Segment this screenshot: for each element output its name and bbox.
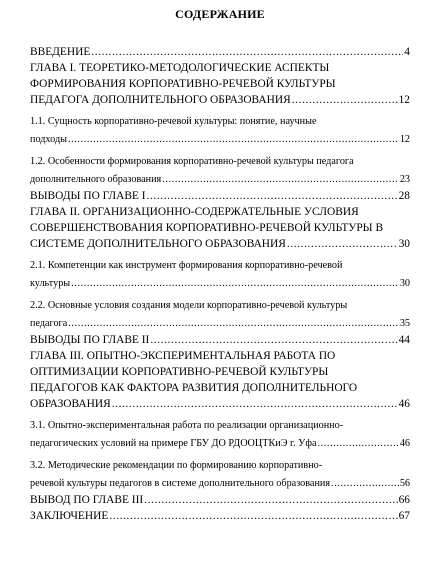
toc-entry-line: ГЛАВА III. ОПЫТНО-ЭКСПЕРИМЕНТАЛЬНАЯ РАБОТА ПО [30,350,336,362]
toc-page-number: 4 [404,46,410,58]
dot-leader [292,92,398,108]
toc-page-number: 46 [398,398,410,410]
toc-entry-leader-line [30,171,410,189]
toc-page-number: 67 [398,510,410,522]
toc-entry-text: ВЫВОД ПО ГЛАВЕ III [30,494,144,506]
toc-entry-leader-line [30,131,410,149]
toc-page-number: 12 [399,133,410,145]
toc-chapter-entry[interactable] [30,44,410,60]
toc-entry-line: ГЛАВА I. ТЕОРЕТИКО-МЕТОДОЛОГИЧЕСКИЕ АСПЕКТЫ [30,62,330,74]
toc-entry-leader-line [30,332,410,348]
toc-page-number: 46 [399,437,410,449]
toc-page-number: 66 [398,494,410,506]
toc-chapter-entry[interactable] [30,492,410,508]
toc-entry-line: 2.2. Основные условия создания модели корпоративно-речевой культуры [30,300,348,311]
toc-entry-line: 2.1. Компетенции как инструмент формирования корпоративно-речевой [30,260,343,271]
toc-entry-leader-line [30,236,410,252]
toc-entry-leader-line [30,396,410,412]
toc-entry-text: ВЫВОДЫ ПО ГЛАВЕ I [30,190,146,202]
toc-entry-text: подходы [30,133,67,145]
dot-leader [331,475,399,493]
toc-entry-leader-line [30,492,410,508]
dot-leader [317,435,398,453]
dot-leader [109,508,397,524]
toc-title: СОДЕРЖАНИЕ [175,7,265,21]
dot-leader [68,131,399,149]
toc-chapter-entry[interactable] [30,188,410,204]
toc-section-entry[interactable] [30,113,410,148]
toc-entry-text: СИСТЕМЕ ДОПОЛНИТЕЛЬНОГО ОБРАЗОВАНИЯ [30,238,286,250]
toc-chapter-entry[interactable] [30,204,410,252]
toc-page-number: 23 [399,173,410,185]
toc-entry-line: 3.1. Опытно-экспериментальная работа по реализации организационно- [30,420,344,431]
toc-entry-line: 1.1. Сущность корпоративно-речевой культуры: понятие, научные [30,116,317,127]
toc-chapter-entry[interactable] [30,332,410,348]
toc-entry-leader-line [30,188,410,204]
table-of-contents [30,44,410,524]
toc-entry-leader-line [30,275,410,293]
toc-page-number: 30 [398,238,410,250]
toc-entry-line: 3.2. Методические рекомендации по формированию корпоративно- [30,460,323,471]
toc-entry-leader-line [30,508,410,524]
dot-leader [144,492,397,508]
dot-leader [162,171,399,189]
toc-section-entry[interactable] [30,257,410,292]
toc-chapter-entry[interactable] [30,60,410,108]
toc-entry-text: ПЕДАГОГА ДОПОЛНИТЕЛЬНОГО ОБРАЗОВАНИЯ [30,94,291,106]
toc-chapter-entry[interactable] [30,508,410,524]
toc-entry-text: культуры [30,277,71,289]
toc-section-entry[interactable] [30,297,410,332]
toc-entry-text: речевой культуры педагогов в системе дополнительного образования [30,477,331,489]
toc-page-number: 35 [399,317,410,329]
toc-entry-line: ФОРМИРОВАНИЯ КОРПОРАТИВНО-РЕЧЕВОЙ КУЛЬТУРЫ [30,78,336,90]
toc-entry-line: СОВЕРШЕНСТВОВАНИЯ КОРПОРАТИВНО-РЕЧЕВОЙ КУЛЬТУРЫ В [30,222,384,234]
toc-entry-line: ПЕДАГОГОВ КАК ФАКТОРА РАЗВИТИЯ ДОПОЛНИТЕЛЬНОГО [30,382,358,394]
toc-entry-text: педагога [30,317,68,329]
toc-entry-leader-line [30,44,410,60]
toc-entry-text: ЗАКЛЮЧЕНИЕ [30,510,109,522]
toc-page-number: 44 [398,334,410,346]
toc-entry-text: ВЫВОДЫ ПО ГЛАВЕ II [30,334,150,346]
dot-leader [287,236,398,252]
toc-entry-line: 1.2. Особенности формирования корпоративно-речевой культуры педагога [30,156,354,167]
dot-leader [112,396,398,412]
dot-leader [68,315,399,333]
toc-section-entry[interactable] [30,417,410,452]
toc-chapter-entry[interactable] [30,348,410,412]
toc-entry-text: педагогических условий на примере ГБУ ДО РДООЦТКиЭ г. Уфа [30,437,317,449]
toc-entry-leader-line [30,92,410,108]
toc-entry-text: ОБРАЗОВАНИЯ [30,398,111,410]
dot-leader [91,44,403,60]
toc-entry-text: ВВЕДЕНИЕ [30,46,91,58]
dot-leader [147,188,398,204]
toc-page-number: 56 [399,477,410,489]
toc-section-entry[interactable] [30,153,410,188]
toc-entry-leader-line [30,435,410,453]
toc-entry-leader-line [30,475,410,493]
toc-entry-line: ГЛАВА II. ОРГАНИЗАЦИОННО-СОДЕРЖАТЕЛЬНЫЕ УСЛОВИЯ [30,206,359,218]
toc-page-number: 30 [399,277,410,289]
toc-page-number: 12 [398,94,410,106]
toc-section-entry[interactable] [30,457,410,492]
dot-leader [150,332,397,348]
toc-entry-leader-line [30,315,410,333]
toc-page-number: 28 [398,190,410,202]
toc-entry-text: дополнительного образования [30,173,162,185]
toc-entry-line: ОПТИМИЗАЦИИ КОРПОРАТИВНО-РЕЧЕВОЙ КУЛЬТУРЫ [30,366,329,378]
dot-leader [71,275,399,293]
